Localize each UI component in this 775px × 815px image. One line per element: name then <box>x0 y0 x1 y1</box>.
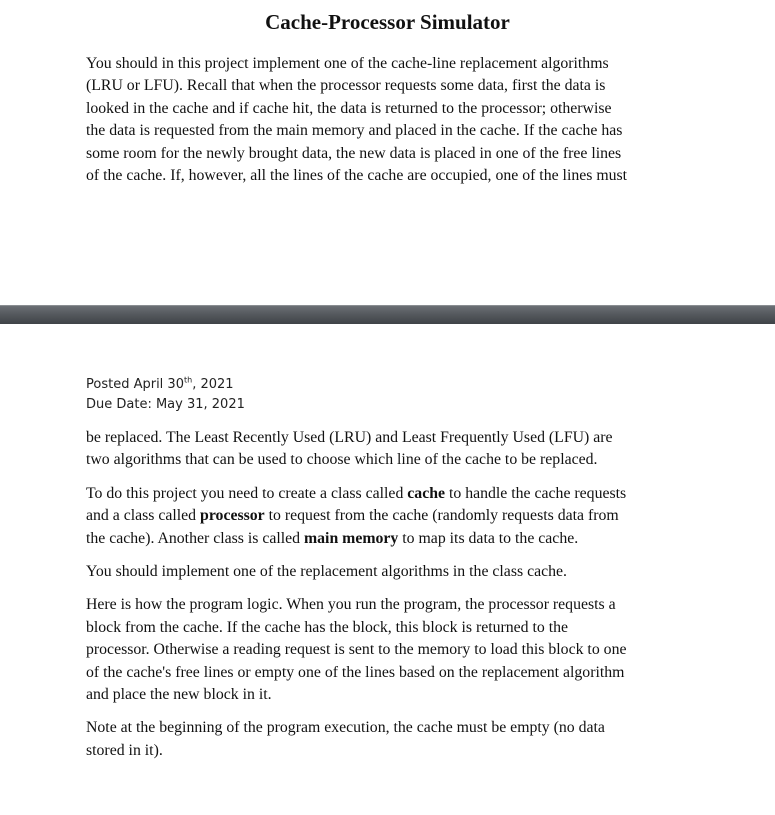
text-line: You should in this project implement one of the cache-line replacement algorithms <box>86 55 609 72</box>
document-title: Cache-Processor Simulator <box>265 10 510 34</box>
posted-date-ordinal: th <box>183 375 193 385</box>
class-name-main-memory: main memory <box>304 529 399 547</box>
text-line: looked in the cache and if cache hit, the data is returned to the processor; otherwise <box>86 99 612 117</box>
text-line: two algorithms that can be used to choose which line of the cache to be replaced. <box>86 451 598 469</box>
text-line: You should implement one of the replacement algorithms in the class cache. <box>86 563 567 581</box>
class-name-cache: cache <box>407 484 446 502</box>
text-line: Note at the beginning of the program execution, the cache must be empty (no data <box>86 719 605 737</box>
page-header <box>86 375 486 415</box>
posted-date <box>86 375 486 395</box>
text-line: of the cache's free lines or empty one of the lines based on the replacement algorithm <box>86 663 625 681</box>
text-line: processor. Otherwise a reading request is sent to the memory to load this block to one <box>86 641 627 659</box>
text-line: be replaced. The Least Recently Used (LRU) and Least Frequently Used (LFU) are <box>86 429 613 446</box>
paragraph-program-logic <box>86 594 706 706</box>
document-page-1 <box>0 0 775 305</box>
paragraph-implement <box>86 561 706 583</box>
paragraph-note <box>86 717 706 762</box>
text-line: some room for the newly brought data, the new data is placed in one of the free lines <box>86 144 622 162</box>
paragraph-classes <box>86 483 706 550</box>
text-segment: to request from the cache (randomly requests data from <box>264 507 619 525</box>
posted-date-year: , 2021 <box>192 377 234 392</box>
due-date: Due Date: May 31, 2021 <box>86 397 245 412</box>
page-2-content <box>86 427 706 773</box>
text-line: Here is how the program logic. When you run the program, the processor requests a <box>86 596 616 614</box>
document-page-2 <box>0 324 775 815</box>
paragraph-replacement <box>86 427 706 472</box>
text-segment: to map its data to the cache. <box>398 529 579 547</box>
text-segment: and a class called <box>86 507 201 525</box>
text-line: and place the new block in it. <box>86 686 272 704</box>
text-line: (LRU or LFU). Recall that when the processor requests some data, first the data is <box>86 77 606 95</box>
page-break-divider <box>0 305 775 324</box>
text-line: block from the cache. If the cache has the block, this block is returned to the <box>86 618 569 636</box>
class-name-processor: processor <box>200 507 265 525</box>
text-segment: to handle the cache requests <box>445 484 627 502</box>
text-line: the data is requested from the main memory and placed in the cache. If the cache has <box>86 122 623 140</box>
text-line: stored in it). <box>86 741 163 759</box>
text-line: of the cache. If, however, all the lines of the cache are occupied, one of the lines must <box>86 167 628 185</box>
text-segment: the cache). Another class is called <box>86 529 304 547</box>
intro-paragraph <box>86 53 706 187</box>
text-segment: To do this project you need to create a class called <box>86 484 408 502</box>
posted-date-text: Posted April 30 <box>86 377 184 392</box>
